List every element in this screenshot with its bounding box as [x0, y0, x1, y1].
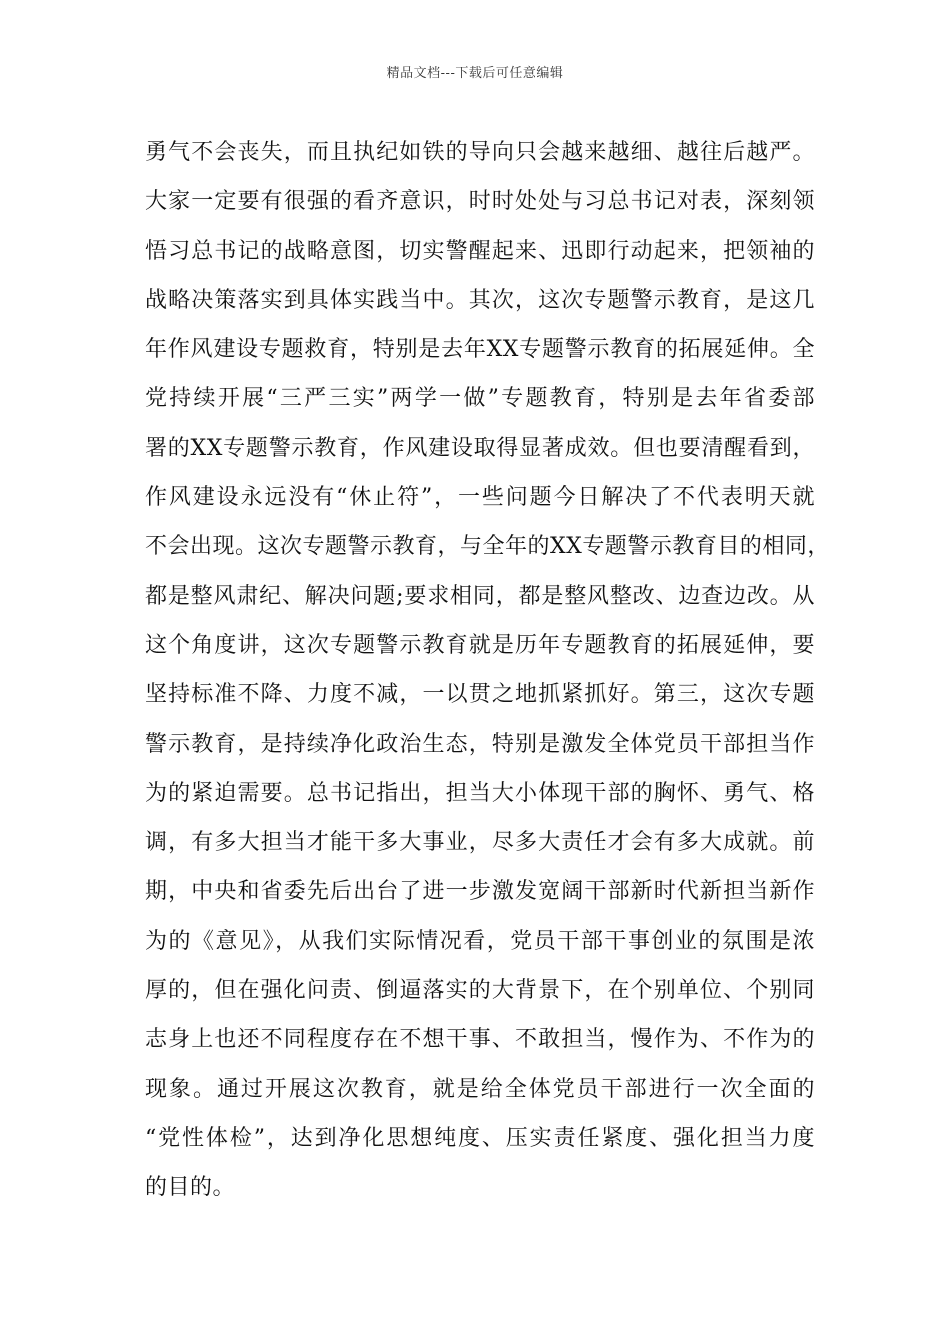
text-line: 都是整风肃纪、解决问题;要求相同，都是整风整改、边查边改。从 — [145, 583, 815, 609]
text-line: 署的XX专题警示教育，作风建设取得显著成效。但也要清醒看到， — [145, 435, 815, 461]
text-line: 志身上也还不同程度存在不想干事、不敢担当，慢作为、不作为的 — [145, 1027, 815, 1053]
text-line: 为的《意见》，从我们实际情况看，党员干部干事创业的氛围是浓 — [145, 928, 815, 954]
text-line: 悟习总书记的战略意图，切实警醒起来、迅即行动起来，把领袖的 — [145, 238, 815, 264]
text-line: 大家一定要有很强的看齐意识，时时处处与习总书记对表，深刻领 — [145, 189, 815, 215]
text-line: 为的紧迫需要。总书记指出，担当大小体现干部的胸怀、勇气、格 — [145, 780, 815, 806]
text-line: 调，有多大担当才能干多大事业，尽多大责任才会有多大成就。前 — [145, 830, 815, 856]
text-line: 党持续开展“三严三实”两学一做”专题教育，特别是去年省委部 — [145, 386, 815, 412]
text-line-last: 的目的。 — [145, 1175, 236, 1201]
text-line: 不会出现。这次专题警示教育，与全年的XX专题警示教育目的相同， — [145, 534, 830, 560]
text-line: 作风建设永远没有“休止符”，一些问题今日解决了不代表明天就 — [145, 485, 815, 511]
text-line: 坚持标准不降、力度不减，一以贯之地抓紧抓好。第三，这次专题 — [145, 682, 815, 708]
text-line: 现象。通过开展这次教育，就是给全体党员干部进行一次全面的 — [145, 1076, 815, 1102]
text-line: 年作风建设专题救育，特别是去年XX专题警示教育的拓展延伸。全 — [145, 337, 815, 363]
text-line: 警示教育，是持续净化政治生态，特别是激发全体党员干部担当作 — [145, 731, 815, 757]
text-line: “党性体检”，达到净化思想纯度、压实责任紧度、强化担当力度 — [145, 1125, 815, 1151]
document-body — [145, 128, 830, 1213]
text-line: 战略决策落实到具体实践当中。其次，这次专题警示教育，是这几 — [145, 287, 815, 313]
text-line: 勇气不会丧失，而且执纪如铁的导向只会越来越细、越往后越严。 — [145, 140, 815, 165]
page-header: 精品文档---下载后可任意编辑 — [386, 66, 564, 81]
text-line: 厚的，但在强化问责、倒逼落实的大背景下，在个别单位、个别同 — [145, 978, 815, 1004]
text-line: 这个角度讲，这次专题警示教育就是历年专题教育的拓展延伸，要 — [145, 632, 815, 658]
text-line: 期，中央和省委先后出台了进一步激发宽阔干部新时代新担当新作 — [145, 879, 815, 905]
